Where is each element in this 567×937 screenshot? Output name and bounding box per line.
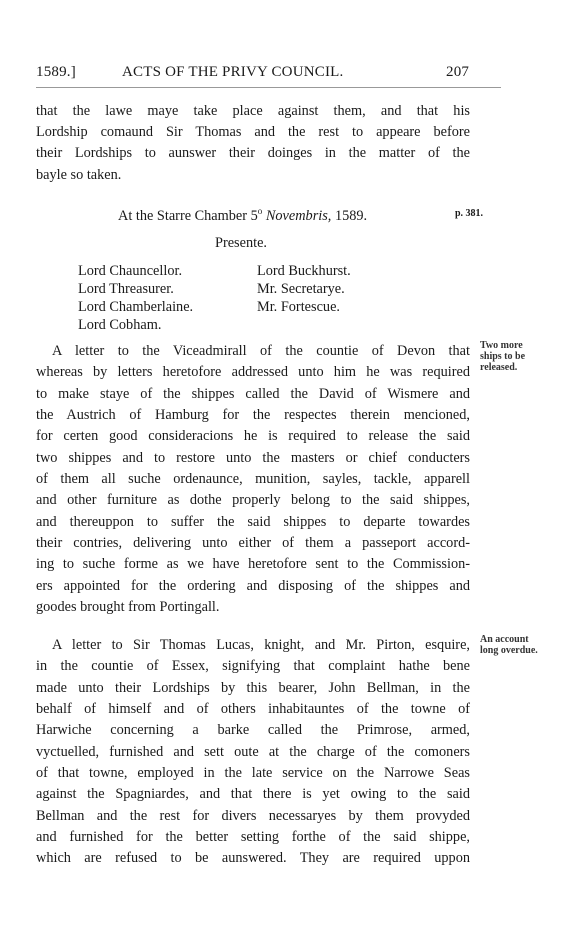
letter2-line: vyctuelled, furnished and sett oute at the charge of the comoners [36, 744, 470, 760]
letter1-line: and other furniture as dothe properly belong to the said shippes, [36, 492, 470, 508]
session-heading [118, 206, 367, 225]
header-page-number: 207 [446, 64, 470, 80]
session-date-word: Novembris, [265, 207, 332, 224]
letter1-line: ing to suche forme as we have heretofore sent to the Commission- [36, 556, 470, 572]
letter2-line: against the Spagniardes, and that there is yet owing to the said [36, 786, 470, 802]
letter2-line: which are refused to be aunswered. They are required uppon [36, 850, 470, 866]
margin-note-line: An account [480, 634, 529, 645]
letter1-line: A letter to the Viceadmirall of the countie of Devon that [52, 343, 470, 359]
header-rule [36, 87, 501, 88]
letter2-line: in the countie of Essex, signifying that complaint hathe bene [36, 658, 470, 674]
letter1-line: whereas by letters heretofore addressed unto him he was required [36, 364, 470, 380]
letter1-line: for certen good consideracions he is required to release the said [36, 428, 470, 444]
session-place: At the Starre Chamber 5 [118, 207, 258, 224]
attendee-left: Lord Cobham. [78, 317, 162, 333]
letter1-line: ers appointed for the ordering and disposing of the shippes and [36, 578, 470, 594]
opening-line: their Lordships to aunswer their doinges in the matter of the [36, 145, 470, 161]
letter2-line: of that towne, employed in the late service on the Narrowe Seas [36, 765, 470, 781]
margin-note-line: ships to be [480, 351, 526, 362]
margin-note-line: long overdue. [480, 645, 538, 656]
session-superscript: o [257, 206, 263, 216]
letter2-line: Bellman and the rest for divers necessaryes by them provyded [36, 808, 470, 824]
margin-note-line: Two more [480, 340, 523, 351]
header-year: 1589.] [36, 64, 76, 80]
attendee-right: Lord Buckhurst. [257, 263, 351, 279]
header-title: ACTS OF THE PRIVY COUNCIL. [122, 64, 344, 80]
letter2-line: A letter to Sir Thomas Lucas, knight, and Mr. Pirton, esquire, [52, 637, 470, 653]
letter1-line: and thereuppon to suffer the said shippes to departe towardes [36, 514, 470, 530]
opening-line: that the lawe maye take place against them, and that his [36, 103, 470, 119]
letter2-line: and furnished for the better setting forthe of the said shippe, [36, 829, 470, 845]
session-year: 1589. [334, 207, 368, 224]
margin-note-letter2 [480, 634, 538, 656]
letter1-line: of them all suche ordenaunce, munition, sayles, tackle, apparell [36, 471, 470, 487]
opening-line: Lordship comaund Sir Thomas and the rest to appeare before [36, 124, 470, 140]
letter1-line: two shippes and to restore unto the masters or chief conducters [36, 450, 470, 466]
letter2-line: Harwiche concerning a barke called the Primrose, armed, [36, 722, 470, 738]
letter1-line: the Austrich of Hamburg for the respectes therein mencioned, [36, 407, 470, 423]
attendee-left: Lord Chauncellor. [78, 263, 183, 279]
letter1-line: their contries, delivering unto either of them a passeport accord- [36, 535, 470, 551]
opening-line: bayle so taken. [36, 167, 122, 183]
letter2-line: made unto their Lordships by this bearer, John Bellman, in the [36, 680, 470, 696]
attendee-right: Mr. Fortescue. [257, 299, 340, 315]
presente-label: Presente. [215, 235, 268, 251]
margin-note-letter1 [480, 340, 525, 373]
attendee-left: Lord Chamberlaine. [78, 299, 194, 315]
margin-note-line: released. [480, 362, 518, 373]
attendee-left: Lord Threasurer. [78, 281, 174, 297]
page-reference: p. 381. [455, 208, 484, 219]
letter2-line: behalf of himself and of others inhabitauntes of the towne of [36, 701, 470, 717]
letter1-line: goodes brought from Portingall. [36, 599, 220, 615]
letter1-line: to make staye of the shippes called the David of Wismere and [36, 386, 470, 402]
attendee-right: Mr. Secretarye. [257, 281, 345, 297]
